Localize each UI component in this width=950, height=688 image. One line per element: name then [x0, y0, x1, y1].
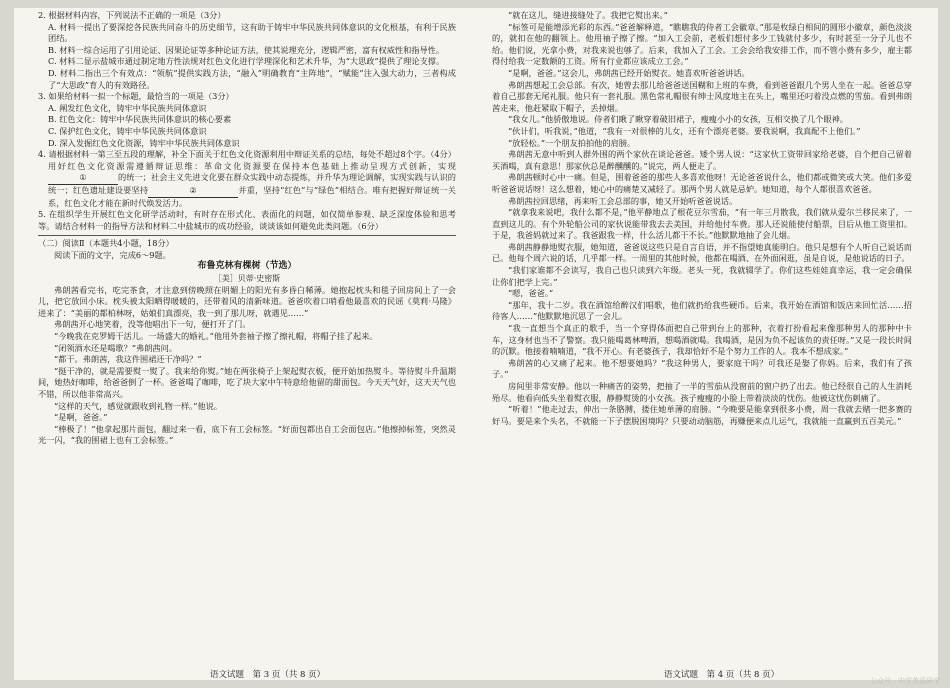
story-paragraph: “那年，我十二岁。我在酒馆给醉汉们唱歌，他们就扔给我些硬币。后来，我开始在酒馆和饭店来回忙活……招待客人……”他默默地沉思了一会儿。	[492, 299, 912, 322]
page-footer-right: 语文试题 第 4 页（共 8 页）	[664, 670, 780, 680]
q2-stem: 2. 根据材料内容，下列说法不正确的一项是（3分）	[38, 10, 226, 20]
q4-fill-paragraph	[38, 161, 456, 209]
story-paragraph: 弗朗茜拉回思绪，再来听工会总部的事，她又开始听爸爸说话。	[508, 195, 738, 206]
q3-option-d: D. 深入发掘红色文化资源，铸牢中华民族共同体意识	[48, 137, 240, 148]
story-paragraph: “今晚我在克罗姆干活儿。一场盛大的婚礼。”他用外套袖子擦了擦礼帽，将帽子挂了起来。	[54, 331, 378, 342]
q2-option-d: D. 材料二指出三个有效点：“领航”提供实践方法，“融入”明确教育“主阵地”，“赋能”注入强大动力，三者构成了“大思政”育人的有效路径。	[48, 67, 456, 90]
q4-blank-1[interactable]: ①	[48, 172, 118, 185]
story-paragraph: “嗯，爸爸。”	[508, 288, 554, 299]
story-author: ［美］贝蒂·史密斯	[213, 274, 281, 284]
story-paragraph: “就拿我来说吧，我什么都不是，”他平静地点了根花豆尔雪茄，“有一年三月散我，我们就从爱尔兰移民来了，一直到这儿的。有个外轮船公司的家伙说能带我去去美国，并给他付车费。那人还说能使付船票，目后从他工资里扣。于是，我爸妈就过来了。我爸跟我一样，什么活儿都干不长。”他默默地抽了会儿烟。	[492, 207, 912, 241]
story-paragraph: 弗朗茜静静地熨衣服，她知道，爸爸说这些只是自言自语，并不指望她真能明白。他只是想有个人听自己说话而已。他每个周六说的话，几乎都一样。一周里的其他时候，他都在喝酒、在外面闲逛，虽是自说，是他说话的日子。	[492, 241, 912, 264]
story-paragraph: “都干。弗朗茜，我这件围裙还干净吗？”	[54, 354, 202, 365]
q3-option-a: A. 阐发红色文化，铸牢中华民族共同体意识	[48, 102, 207, 113]
story-paragraph: “是啊，爸爸。”这会儿，弗朗茜已经开始熨衣。她喜欢听爸爸讲话。	[508, 67, 750, 78]
story-paragraph: “听着！”他走过去，伸出一条胳膊，搂住她单薄的肩膀。“今晚要是能拿到很多小费，周一我就去赌一把多赛的好马。要是来个头名，不就能一下子摆脱困境吗？只要动动脑筋，再赚便来点儿运气，我就能一直赢到五百美元。”	[492, 404, 912, 426]
q5-stem: 5. 在组织学生开展红色文化研学活动时，有时存在形式化、表面化的问题，如仅简单参观、缺乏深度体验和思考等。请结合材料一的指导方法和材料二中盐城市的成功经验，谈谈该如何避免此类问题。（6分）	[38, 209, 456, 231]
section-instruction: 阅读下面的文字，完成6～9题。	[54, 249, 171, 260]
story-title: 布鲁克林有棵树（节选）	[197, 261, 297, 272]
story-paragraph: “放轻松。”一个朋友拍拍他的肩膀。	[508, 137, 636, 148]
q3-option-c: C. 保护红色文化，铸牢中华民族共同体意识	[48, 125, 207, 136]
story-paragraph: 弗朗茜无意中听到人群外围的两个家伙在谈论爸爸。矮个男人说：“这家伙工资带回家给老婆，自个把自己留着买酒喝，真有意思！那家伙总是醉醺醺的。”说完，两人便走了。	[492, 149, 912, 171]
q4-text-2: 的统一；社会主义先进文化要在群众实践中动态提炼，并升华为理论调解，实现实践与认识的统一；红色遗址建设要坚持	[48, 172, 456, 195]
q2-option-a: A. 材料一提出了要深挖各民族共同奋斗的历史细节，这有助于铸牢中华民族共同体意识的文化根基，有利于民族团结。	[48, 21, 456, 44]
story-paragraph: 弗朗茜的心又痛了起来。他不想要她吗？“我这种男人，要家庭干吗？可我还是娶了你妈。后来，我们有了孩子。”	[492, 357, 912, 380]
story-paragraph: “我们家谁都不会读写，我自己也只读到六年级。老头一死，我就辍学了。你们这些娃娃真幸运，我一定会确保让你们把学上完。”	[492, 265, 912, 287]
q2-option-b: B. 材料一综合运用了引用论证、因果论证等多种论证方法，使其说理充分，逻辑严密，富有权威性和指导性。	[48, 44, 445, 55]
q3-stem: 3. 如果给材料一拟一个标题，最恰当的一项是（3分）	[38, 91, 234, 102]
watermark: 公众号 · 中学英语研学	[870, 677, 940, 685]
page-footer-left: 语文试题 第 3 页（共 8 页）	[210, 670, 326, 680]
q4-stem: 4. 请根据材料一第三至五段的理解，补全下面关于红色文化资源利用中辩证关系的总结，每处不超过8个字。（4分）	[38, 149, 456, 160]
story-paragraph: 弗朗茜开心地笑着，没等他唱出下一句，便打开了门。	[54, 319, 251, 330]
story-paragraph: “这样的天气，感觉就跟收到礼物一样。”他说。	[54, 400, 223, 411]
q4-text-3: 并重，坚持“红色”与“绿色”相结合。唯有把握好辩证统一关系，红色文化才能在新时代焕发活力。	[48, 184, 456, 208]
story-paragraph: “我女儿。”他骄傲地说。侍者们瞅了瞅穿着破旧裙子，瘦瘦小小的女孩，互相交换了几个眼神。	[508, 114, 848, 125]
q2-option-c: C. 材料二显示盐城市通过制定地方性法规对红色文化进行学理深化和艺术升华，为“大思政”提供了理论支撑。	[48, 56, 445, 67]
story-paragraph: “挺干净的，就是需要熨一熨了。我来给你熨。”她在两张椅子上架起熨衣板，便开始加热熨斗。等待熨斗升温期间，她热好咖啡，给爸爸倒了一杯。爸爸喝了咖啡，吃了块大家中午特意给他留的甜面包。今天天气好，这天天气也不错，所以他非常高兴。	[38, 365, 456, 399]
story-paragraph: 弗朗茜想起工会总部。有次，她曾去那儿给爸爸送国糊和上班的车费，看到爸爸跟几个男人坐在一起。爸爸总穿着自己那套无尾礼服。他只有一套礼服。黑色常礼帽很有绅士风度地主在头上，嘴里还叼着没点燃的雪茄。看到弗朗茜走来，他赶紧取下帽子，丢掉烟。	[492, 79, 912, 113]
right-column	[492, 10, 912, 427]
left-column	[38, 10, 456, 447]
q4-blank-2[interactable]: ②	[148, 185, 238, 198]
q4-text-1: 用好红色文化资源需遵循辩证思维：革命文化资源要在保持本色基础上推动呈现方式创新，实现	[48, 160, 456, 171]
exam-sheet	[14, 8, 938, 680]
story-paragraph: “我一直想当个真正的歌手，当一个穿得体面把自己带到台上的那种，衣着打扮看起来像那种男人的那种中卡车，这身材也当不了警察。我只能喝葛林啤酒，想喝酒就喝。我喝酒，是因为负不起该负的责任呀。”又是一段长时间的沉默。他接着喃喃道，“我不开心。有老婆孩子，我却恰好不是个努力工作的人。我本不想成家。”	[492, 323, 912, 357]
story-paragraph: “标签可是能增添光彩的东西。”爸爸解释道，“瞧瞧我的侍者工会徽章。”那是枚绿白相间的圆形小徽章，颜色淡淡的，就扣在他的翻领上。他用袖子擦了擦。“加入工会前，老板们想付多少工钱就付多少，有时甚至一分子儿也不给。他们说，光拿小费，对我来说也够了。后来，我加入了工会。工会会给我安排工作，而不管小费有多少，雇主都得付给我一定数额的工资。所有行业都应该成立工会。”	[492, 21, 912, 67]
story-paragraph: “是啊，爸爸。”	[54, 412, 108, 423]
story-paragraph: 弗朗茜顿时心中一痛。但是，围着爸爸的那些人多喜欢他呀！无论爸爸说什么，他们都或微笑或大笑。他们多爱听爸爸说话呀！这么想着，她心中的痛楚又减轻了。那两个男人就是忌妒。她知道，每个人都很喜欢爸爸。	[492, 172, 912, 194]
section-divider	[38, 235, 456, 236]
story-paragraph: “棒极了！”他拿起那片面包，翻过来一看，底下有工会标签。“好面包都出自工会面包店。”他擦掉标签，突然灵光一闪，“我的围裙上也有工会标签。”	[38, 423, 456, 446]
story-paragraph: 弗朗茜看完书，吃完茶食，才注意到傍晚照在明媚上的阳光有多昏白稀薄。她抱起枕头和毯子回房间上了一会儿，把它放回小床。枕头被太阳晒得暖暖的，还带着风的清新味道。爸爸吹着口哨看他最喜欢的民谣《莫莉·马隆》进来了：“美丽的都柏林呀，姑娘们真漂亮，我一到了那儿呀，就遇见……”	[38, 284, 456, 318]
story-paragraph: “闭领酒水还是喝歌？”弗朗茜问。	[54, 342, 177, 353]
story-paragraph: “伙计们，听我说，”他道，“我有一对很棒的儿女，还有个漂亮老婆。要我说啊，我真配不上他们。”	[508, 125, 861, 136]
story-paragraph: 房间里非常安静。他以一种痛苦的姿势，把抽了一半的雪茄从没窗前的窗户扔了出去。他已经很自己的人生消耗殆尽。他看向低头坐着熨衣服，静静熨烫的小女孩。孩子瘦瘦的小脸上带着淡淡的忧伤。他被这忧伤刺痛了。	[492, 381, 912, 403]
q3-option-b: B. 红色文化：铸牢中华民族共同体意识的核心要素	[48, 114, 232, 125]
story-paragraph: “就在这儿，缝进接缝处了。我把它熨出来。”	[508, 10, 668, 20]
section-header: （二）阅读Ⅱ（本题共4小题，18分）	[38, 238, 174, 249]
